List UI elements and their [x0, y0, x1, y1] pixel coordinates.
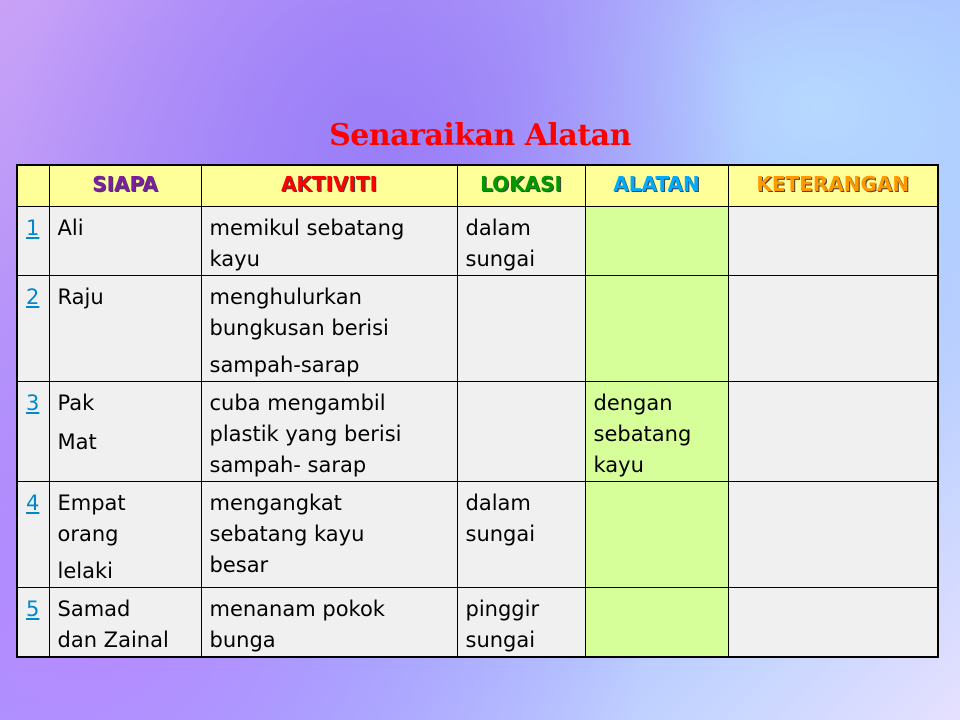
aktiviti-cell [201, 588, 457, 658]
aktiviti-text: kayu [209, 247, 260, 271]
table-row [17, 382, 938, 482]
alatan-text: kayu [593, 453, 644, 477]
lokasi-text: sungai [465, 522, 536, 546]
lokasi-text: sungai [465, 247, 536, 271]
tools-table [16, 164, 939, 658]
header-keterangan: KETERANGAN [728, 165, 938, 207]
aktiviti-text: sampah-sarap [209, 353, 360, 377]
siapa-cell [49, 276, 201, 382]
siapa-text: Raju [57, 285, 104, 309]
alatan-text: dengan [593, 391, 673, 415]
lokasi-cell [457, 482, 585, 588]
aktiviti-text: mengangkat [209, 491, 342, 515]
table-row [17, 207, 938, 276]
header-siapa: SIAPA [49, 165, 201, 207]
alatan-cell [585, 482, 728, 588]
aktiviti-text: sampah- sarap [209, 453, 367, 477]
row-number-cell [17, 382, 49, 482]
keterangan-cell [728, 276, 938, 382]
header-aktiviti: AKTIVITI [201, 165, 457, 207]
siapa-cell [49, 382, 201, 482]
siapa-text: lelaki [57, 559, 113, 583]
row-number-link[interactable]: 4 [26, 491, 40, 515]
siapa-text: Pak [57, 391, 95, 415]
lokasi-text: dalam [465, 216, 531, 240]
siapa-text: Samad [57, 597, 131, 621]
lokasi-text: dalam [465, 491, 531, 515]
header-number [17, 165, 49, 207]
keterangan-cell [728, 588, 938, 658]
siapa-text: orang [57, 522, 119, 546]
row-number-cell [17, 482, 49, 588]
page-title: Senaraikan Alatan [329, 118, 631, 153]
lokasi-cell [457, 207, 585, 276]
row-number-cell [17, 588, 49, 658]
aktiviti-text: cuba mengambil [209, 391, 386, 415]
alatan-cell [585, 207, 728, 276]
siapa-text: Ali [57, 216, 84, 240]
lokasi-cell [457, 382, 585, 482]
aktiviti-cell [201, 482, 457, 588]
table-header-row [17, 165, 938, 207]
row-number-link[interactable]: 3 [26, 391, 40, 415]
aktiviti-cell [201, 276, 457, 382]
aktiviti-text: besar [209, 553, 269, 577]
row-number-link[interactable]: 5 [26, 597, 40, 621]
aktiviti-text: menghulurkan [209, 285, 362, 309]
row-number-link[interactable]: 2 [26, 285, 40, 309]
aktiviti-cell [201, 382, 457, 482]
aktiviti-text: menanam pokok [209, 597, 385, 621]
table-row [17, 482, 938, 588]
row-number-cell [17, 207, 49, 276]
lokasi-text: sungai [465, 628, 536, 652]
siapa-cell [49, 588, 201, 658]
aktiviti-text: bunga [209, 628, 276, 652]
keterangan-cell [728, 482, 938, 588]
header-alatan: ALATAN [585, 165, 728, 207]
row-number-cell [17, 276, 49, 382]
siapa-text: dan Zainal [57, 628, 169, 652]
table-row [17, 276, 938, 382]
aktiviti-text: memikul sebatang [209, 216, 405, 240]
header-lokasi: LOKASI [457, 165, 585, 207]
siapa-cell [49, 482, 201, 588]
alatan-cell [585, 382, 728, 482]
alatan-cell [585, 276, 728, 382]
siapa-text: Mat [57, 430, 97, 454]
keterangan-cell [728, 382, 938, 482]
aktiviti-text: bungkusan berisi [209, 316, 389, 340]
lokasi-cell [457, 276, 585, 382]
row-number-link[interactable]: 1 [26, 216, 40, 240]
lokasi-cell [457, 588, 585, 658]
table-row [17, 588, 938, 658]
lokasi-text: pinggir [465, 597, 540, 621]
siapa-cell [49, 207, 201, 276]
keterangan-cell [728, 207, 938, 276]
aktiviti-text: plastik yang berisi [209, 422, 402, 446]
aktiviti-cell [201, 207, 457, 276]
alatan-cell [585, 588, 728, 658]
siapa-text: Empat [57, 491, 126, 515]
aktiviti-text: sebatang kayu [209, 522, 365, 546]
alatan-text: sebatang [593, 422, 692, 446]
